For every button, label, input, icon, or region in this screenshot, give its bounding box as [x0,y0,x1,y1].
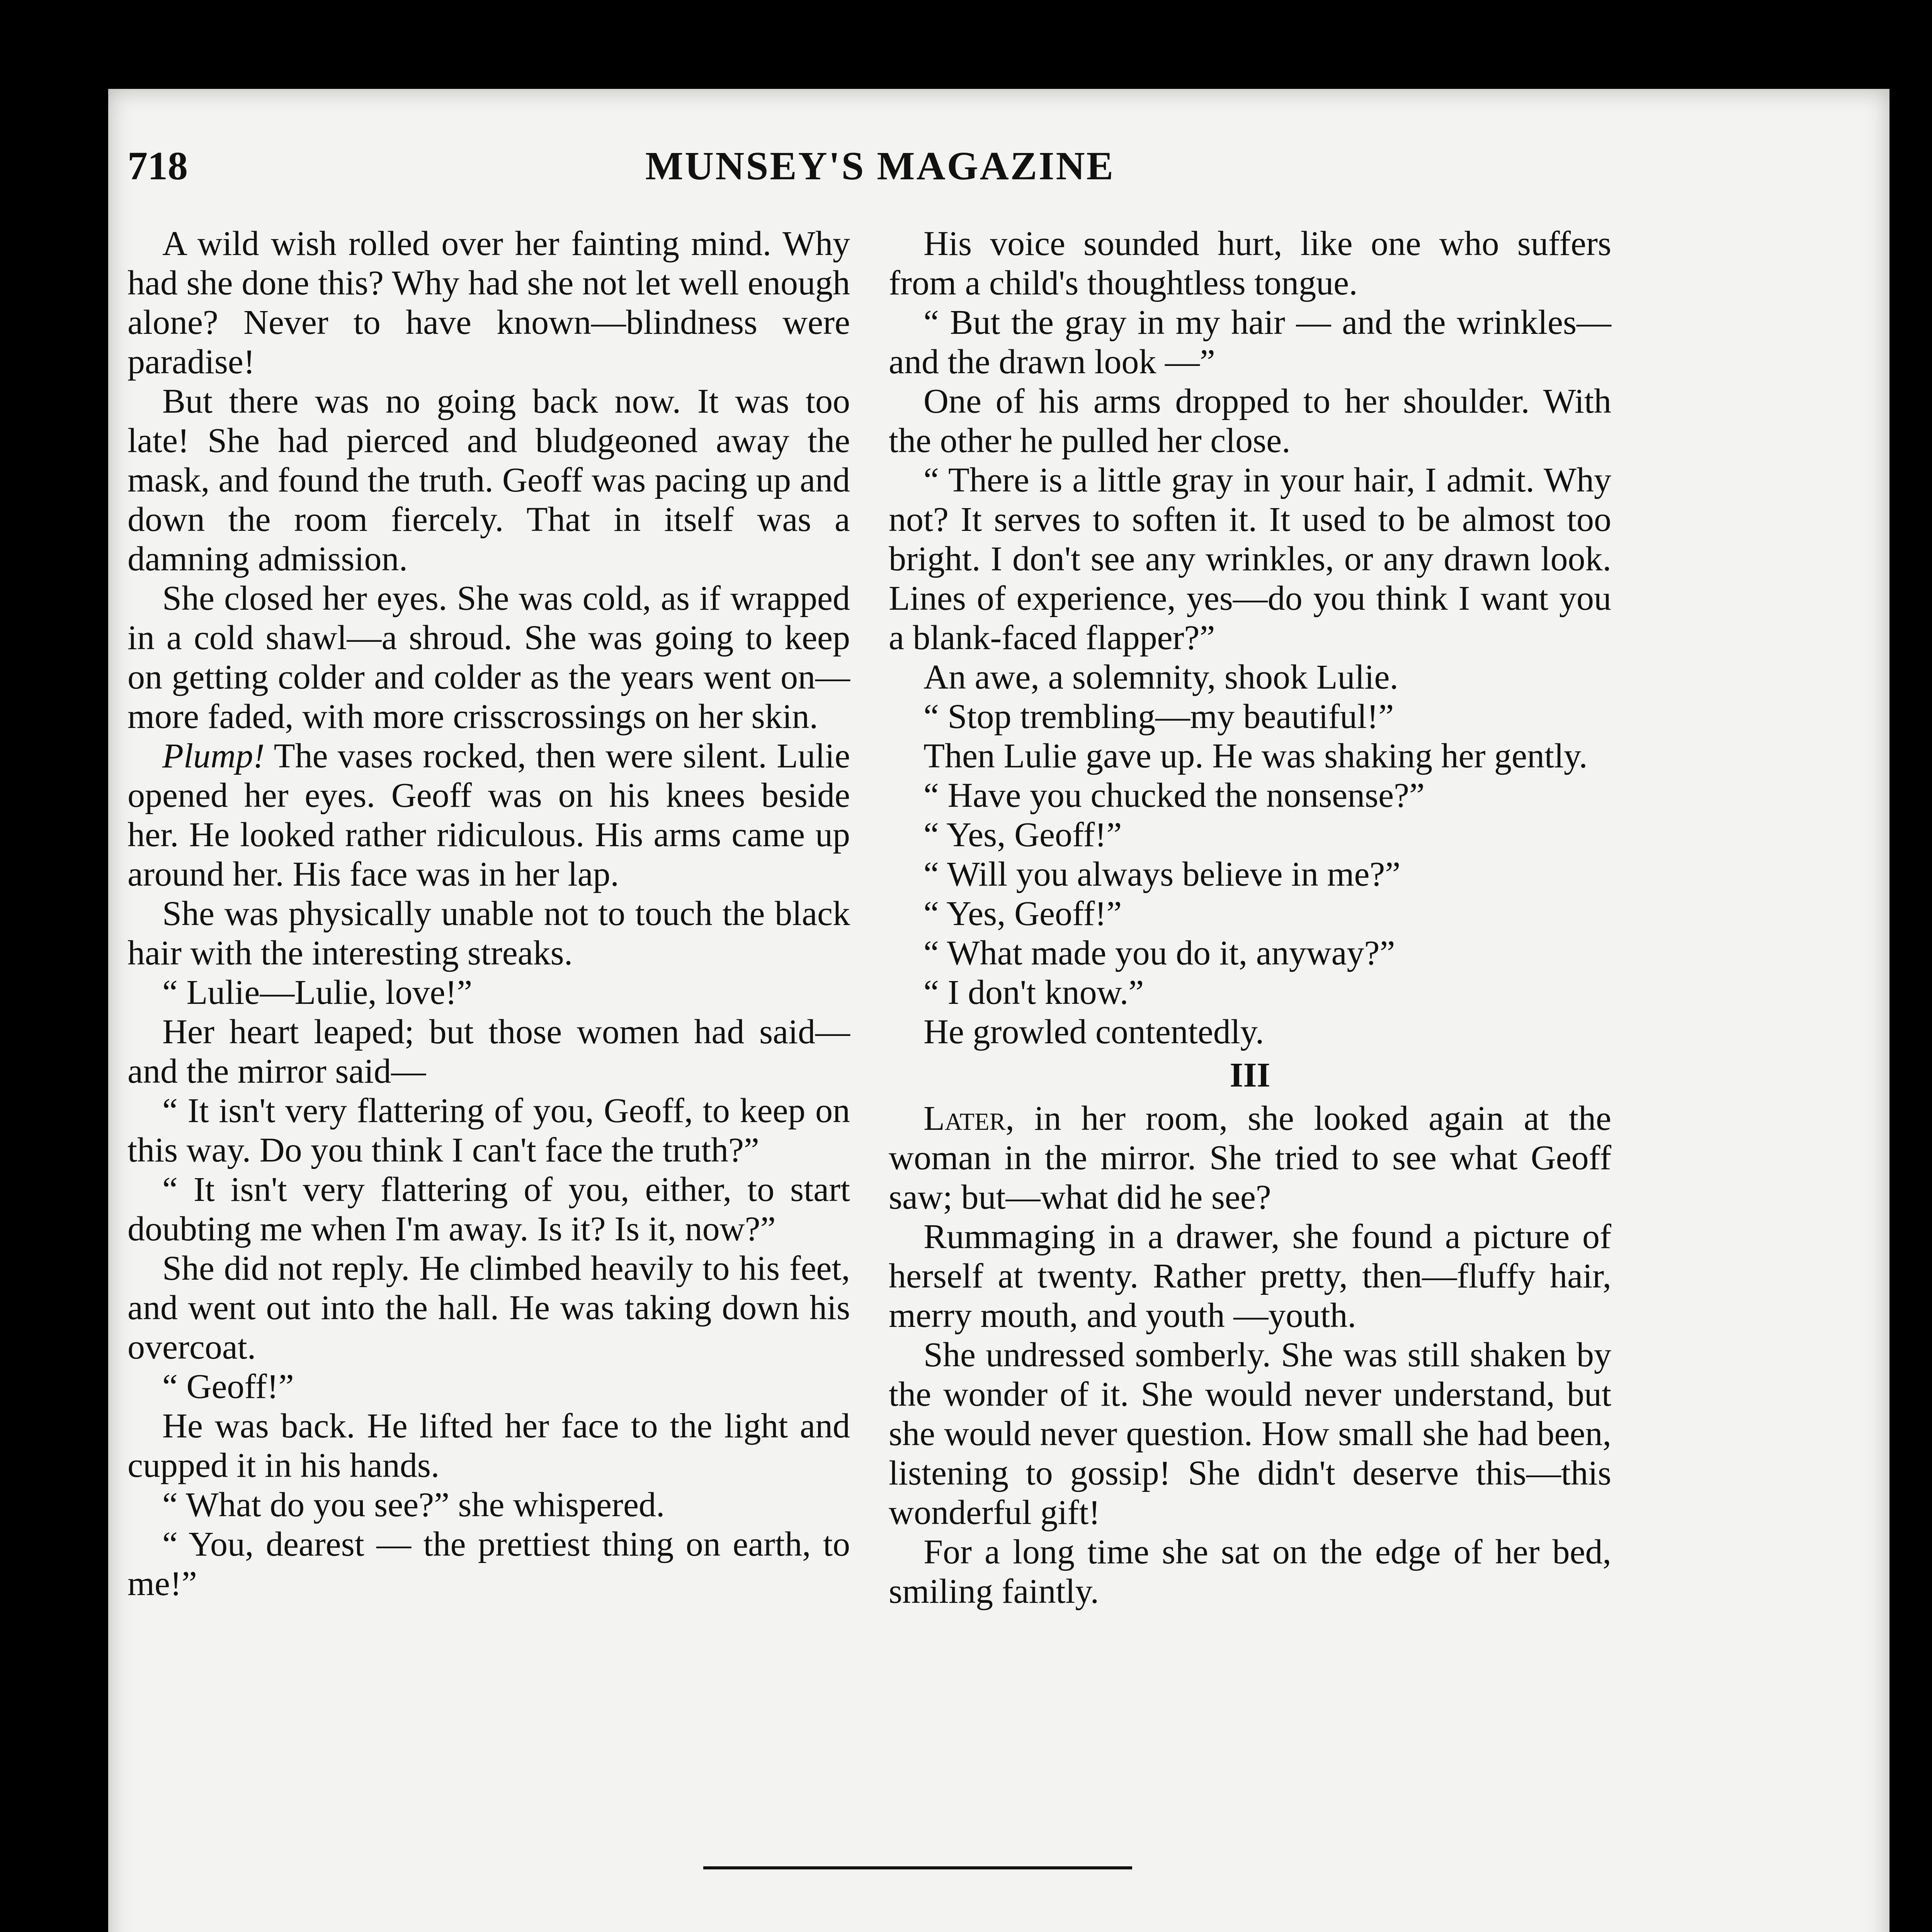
paragraph-text: The vases rocked, then were silent. Lulie opened her eyes. Geoff was on his knees beside her. He looked rather ridiculous. His arms came up around her. His face was in her lap. [128,737,850,893]
right-column [889,224,1611,1611]
paragraph: A wild wish rolled over her fainting mind. Why had she done this? Why had she not let well enough alone? Never to have known—blindness were paradise! [128,224,850,381]
section-heading: III [1230,1056,1270,1094]
paragraph: “ But the gray in my hair — and the wrinkles—and the drawn look —” [889,303,1611,381]
paragraph: He growled contentedly. [923,1013,1264,1051]
paragraph: “ You, dearest — the prettiest thing on earth, to me!” [128,1525,850,1603]
section-first-word: Later, [923,1099,1014,1138]
paragraph: “ Will you always believe in me?” [923,855,1401,893]
left-column [128,224,850,1604]
paragraph: “ What do you see?” she whispered. [162,1486,665,1524]
paragraph: “ I don't know.” [923,973,1144,1012]
paragraph: “ Have you chucked the nonsense?” [923,776,1425,815]
paragraph: Rummaging in a drawer, she found a picture of herself at twenty. Rather pretty, then—fluffy hair, merry mouth, and youth —youth. [889,1218,1611,1335]
paragraph: His voice sounded hurt, like one who suffers from a child's thoughtless tongue. [889,224,1611,302]
paragraph: Her heart leaped; but those women had said—and the mirror said— [128,1013,850,1090]
magazine-title: MUNSEY'S MAGAZINE [645,144,1115,188]
paragraph: She undressed somberly. She was still shaken by the wonder of it. She would never understand, but she would never question. How small she had been, listening to gossip! She didn't deserve this—this wonderful gift! [889,1336,1611,1532]
paragraph: Then Lulie gave up. He was shaking her gently. [923,737,1588,775]
paragraph: He was back. He lifted her face to the light and cupped it in his hands. [128,1407,850,1485]
paragraph: “ There is a little gray in your hair, I admit. Why not? It serves to soften it. It used to be almost too bright. I don't see any wrinkles, or any drawn look. Lines of experience, yes—do you think I want you a blank-faced flapper?” [889,461,1611,657]
plump-word: Plump! [162,737,265,775]
paragraph: For a long time she sat on the edge of her bed, smiling faintly. [889,1533,1611,1611]
page-header [128,143,1209,220]
paragraph: She did not reply. He climbed heavily to his feet, and went out into the hall. He was taking down his overcoat. [128,1249,850,1366]
paragraph: One of his arms dropped to her shoulder. With the other he pulled her close. [889,382,1611,460]
paragraph [889,1099,1611,1217]
paragraph: “ Stop trembling—my beautiful!” [923,697,1394,736]
paragraph: “ Yes, Geoff!” [923,816,1122,854]
paragraph: “ Geoff!” [162,1367,294,1406]
paragraph: “ Lulie—Lulie, love!” [162,973,473,1012]
paragraph: “ Yes, Geoff!” [923,895,1122,933]
paragraph-text: in her room, she looked again at the woman in the mirror. She tried to see what Geoff saw; but—what did he see? [889,1099,1612,1216]
paragraph: But there was no going back now. It was too late! She had pierced and bludgeoned away the mask, and found the truth. Geoff was pacing up and down the room fiercely. That in itself was a damning admission. [128,382,850,578]
paragraph: She closed her eyes. She was cold, as if wrapped in a cold shawl—a shroud. She was going to keep on getting colder and colder as the years went on—more faded, with more crisscrossings on her skin. [128,579,850,736]
paragraph: An awe, a solemnity, shook Lulie. [923,658,1398,696]
paragraph [128,736,850,894]
paragraph: “ It isn't very flattering of you, Geoff, to keep on this way. Do you think I can't face the truth?” [128,1092,850,1169]
paragraph: “ What made you do it, anyway?” [923,934,1395,972]
paragraph: She was physically unable not to touch the black hair with the interesting streaks. [128,895,850,972]
page-number: 718 [128,144,188,188]
divider-rule [703,1866,1132,1869]
paragraph: “ It isn't very flattering of you, either, to start doubting me when I'm away. Is it? Is it, now?” [128,1170,850,1248]
